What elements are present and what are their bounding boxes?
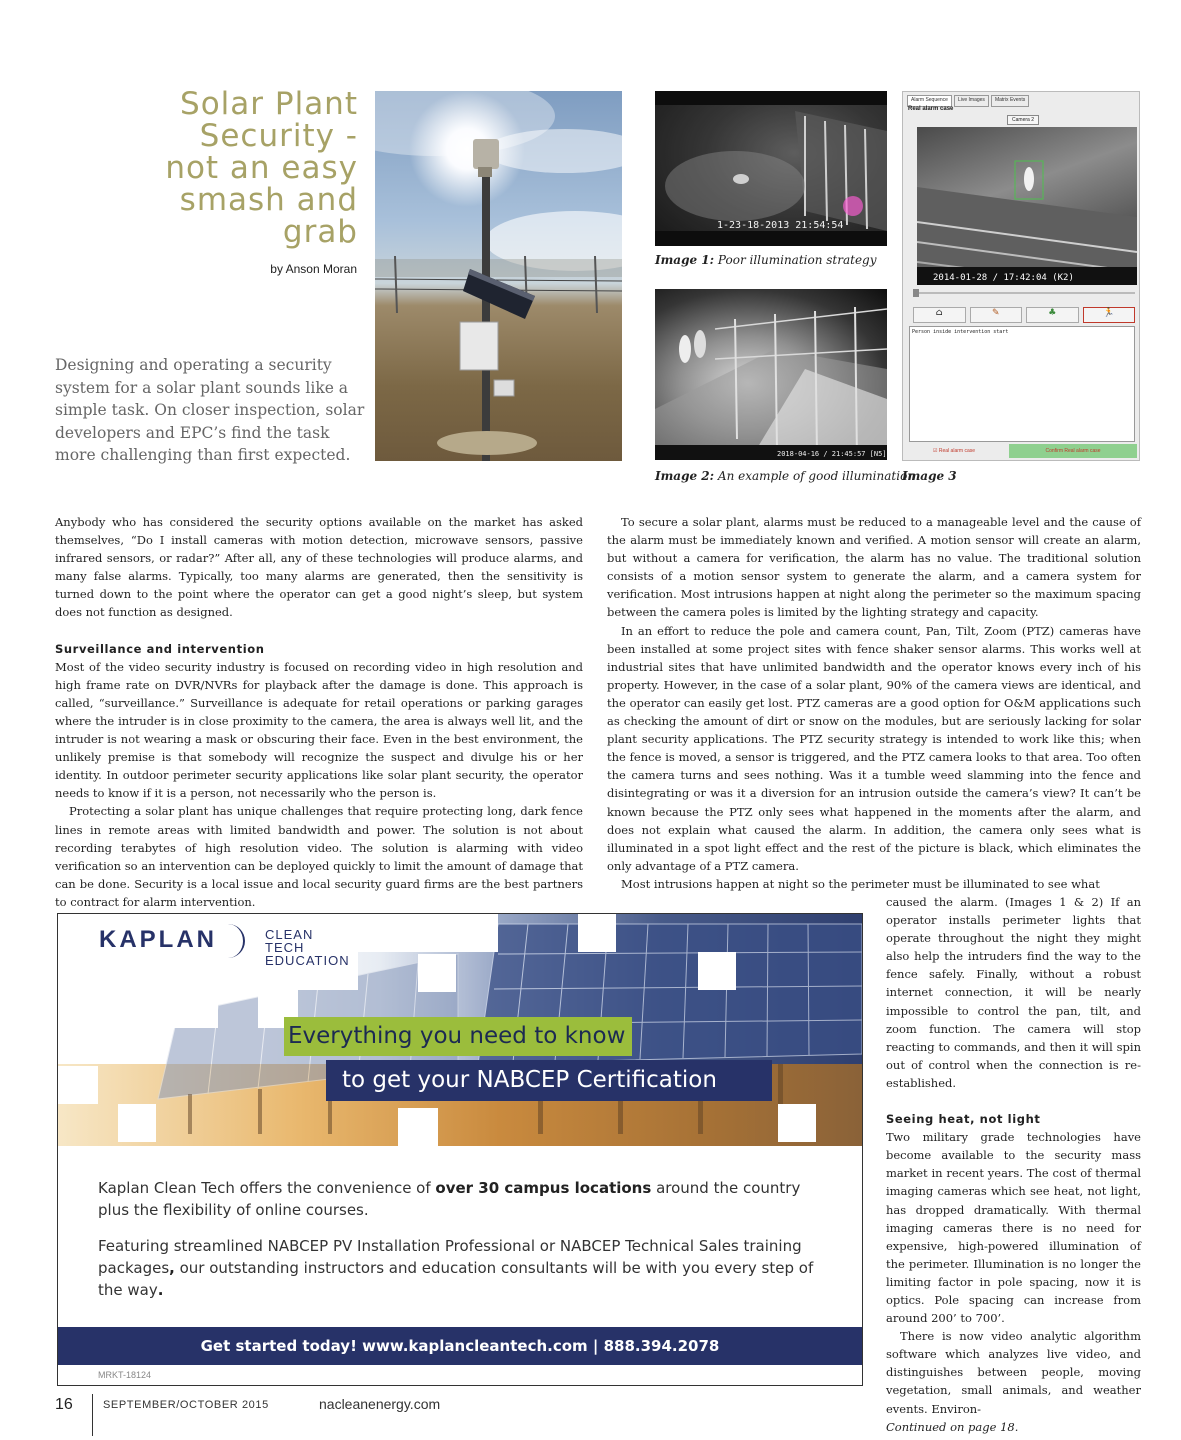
page-number: 16 [55,1396,73,1413]
image3-camera-button: Camera 2 [1007,115,1039,125]
kaplan-wordmark: KAPLAN [99,926,217,953]
image3-text-box: Person inside intervention start [909,326,1135,442]
image3-confirm-button: Confirm Real alarm case [1009,444,1137,458]
ad-text-run: our outstanding instructors and education consultants will be with you every step of the way [98,1259,814,1299]
thermal-scene [917,127,1137,285]
image3-heading: Real alarm case [908,106,954,112]
body-paragraph: Two military grade technologies have become available to the security mass market in recent years. The cost of thermal imaging cameras which see heat, not light, has dropped dramatically. With thermal imaging cameras there is no need for expensive, high-powered illumination of the perimeter. Illumination is no longer the limiting factor in pole spacing, now it is optics. Pole spacing can increase from around 200’ to 700’. [886,1130,1141,1326]
ad-text-run: Kaplan Clean Tech offers the convenience of [98,1179,436,1197]
image3-checkbox: ☑ Real alarm case [933,448,976,454]
image3-timestamp: 2014-01-28 / 17:42:04 (K2) [933,273,1074,283]
kaplan-subtitle-line: CLEAN TECH [265,927,314,955]
image2-timestamp: 2018-04-16 / 21:45:57 [N5] [777,450,887,458]
image3-slider-thumb [913,289,919,297]
paragraph-spacer [55,622,583,640]
body-paragraph: Most of the video security industry is focused on recording video in high resolution and high frame rate on DVR/NVRs for playback after the damage is done. This approach is called, “surveillance.” Surveillance is adequate for retail operations or parking garages where the intruder is in close proximity to the camera, the area is always well lit, and the intruder is not wearing a mask or obscuring their face. Even in the best environment, the unlikely premise is that somebody will recognize the suspect and divulge his or her identity. In outdoor perimeter security applications like solar plant security, the operator needs to know if it is a person, not necessarily who the person is. [55,659,583,801]
ad-call-to-action[interactable]: Get started today! www.kaplancleantech.com | 888.394.2078 [58,1327,862,1365]
ad-text-emphasis: . [157,1281,164,1299]
kaplan-advertisement [57,913,863,1386]
title-line: grab [282,214,358,250]
ad-text-emphasis: over 30 campus locations [435,1179,652,1197]
banner-tile [118,1104,156,1142]
tree-icon: ♣ [1026,307,1079,323]
body-paragraph: In an effort to reduce the pole and camera count, Pan, Tilt, Zoom (PTZ) cameras have been installed at some project sites with fence shaker sensor alarms. This works well at industrial sites that have unlimited bandwidth and the operator knows every inch of his property. However, in the case of a solar plant, 90% of the camera views are identical, and the operator can easily get lost. PTZ cameras are a good option for O&M applications such as checking the amount of dirt or snow on the modules, but are seriously lacking for solar plant security applications. The PTZ security strategy is intended to work like this; when the fence is moved, a sensor is triggered, and the PTZ camera looks to that area. Too often the camera turns and sees nothing. Was it a tumble weed slamming into the fence and disintegrating or was it a diversion for an intrusion outside the camera’s view? It can’t be known because the PTZ only sees what happened in the moments after the alarm, and does not explain what caused the alarm. In addition, the camera only sees what is illuminated in a spot light effect and the rest of the picture is black, which eliminates the only advantage of a PTZ camera. [607,623,1141,873]
image2-caption-text: An example of good illumination [717,469,916,483]
banner-tile [398,1108,438,1146]
title-line: smash and [179,182,358,218]
body-column-1 [55,513,583,911]
image2-photo [655,289,887,460]
body-paragraph: Protecting a solar plant has unique challenges that require protecting long, dark fence lines in remote areas with limited bandwidth and power. The solution is not about recording terabytes of high resolution video. The solution is alarming with video verification so an intervention can be deployed quickly to limit the amount of damage that can be done. Security is a local issue and local security guard firms are the best partners to contract for alarm intervention. [55,804,583,909]
camera-pole-photo [375,91,622,461]
body-column-2 [607,513,1141,893]
image1-caption-text: Poor illumination strategy [717,253,877,267]
night-fence-illustration [655,91,887,246]
image3-screenshot [902,91,1140,461]
title-line: Solar Plant [180,86,358,122]
image2-caption [655,469,915,483]
banner-tile [698,952,736,990]
kaplan-subtitle [265,928,350,967]
ad-text-run: Featuring streamlined NABCEP PV Installation Professional or NABCEP Technical Sales training packages [98,1237,802,1277]
image1-photo [655,91,887,246]
title-line: not an easy [165,150,358,186]
ad-headline-2: to get your NABCEP Certification [326,1060,772,1101]
image3-icon-toolbar [913,307,1135,323]
continued-note: Continued on page 18. [886,1419,1019,1434]
site-url[interactable]: nacleanenergy.com [319,1396,441,1412]
body-paragraph: caused the alarm. (Images 1 & 2) If an operator installs perimeter lights that operate throughout the night they might also help the intruders find the way to the fence safely. Finally, without a robust internet connection, it will be nearly impossible to control the pan, tilt, and zoom function. The camera will stop reacting to commands, and then it will spin out of control when the connection is re-established. [886,895,1141,1090]
ad-text-emphasis: , [169,1259,175,1277]
body-paragraph: Anybody who has considered the security options available on the market has asked themselves, “Do I install cameras with motion detection, microwave sensors, passive infrared sensors, or radar?” After all, any of these technologies will produce alarms, and many false alarms. Typically, too many alarms are generated, then the sensitivity is turned down to the point where the operator can get a good night’s sleep, but system does not function as designed. [55,515,583,620]
house-icon: ⌂ [913,307,966,323]
image3-tab: Live Images [954,95,989,107]
image1-caption [655,253,877,267]
article-deck: Designing and operating a security system for a solar plant sounds like a simple task. On closer inspection, solar developers and EPC’s find the task more challenging than first expected. [55,356,365,464]
person-running-icon: 🏃 [1083,307,1136,323]
ad-paragraph-2 [98,1235,818,1301]
issue-date: SEPTEMBER/OCTOBER 2015 [103,1399,269,1411]
body-paragraph: Most intrusions happen at night so the perimeter must be illuminated to see what [621,876,1100,891]
image3-checkbox-label: Real alarm case [938,448,976,454]
byline: by Anson Moran [270,262,357,276]
banner-tile [578,914,616,952]
image1-label: Image 1: [655,253,715,267]
section-heading: Surveillance and intervention [55,641,265,656]
ad-code: MRKT-18124 [98,1370,152,1380]
image3-thermal-view [917,127,1137,285]
body-column-3 [886,893,1141,1436]
paragraph-spacer [886,1092,1141,1110]
image3-label: Image 3 [902,469,957,483]
ad-banner [58,914,862,1146]
image2-label: Image 2: [655,469,715,483]
title-line: Security - [199,118,358,154]
banner-tile [418,954,456,992]
ad-paragraph-1 [98,1177,818,1221]
lit-fence-illustration [655,289,887,460]
wrench-icon: ✎ [970,307,1023,323]
banner-tile [58,1066,98,1104]
section-heading: Seeing heat, not light [886,1112,1041,1127]
banner-tile [778,1104,816,1142]
article-title [60,88,358,248]
ad-headline-1: Everything you need to know [284,1017,632,1056]
kaplan-logo [99,926,350,968]
image3-caption [902,469,957,483]
ad-text-run: around the country plus the flexibility of online courses. [98,1179,801,1219]
kaplan-subtitle-line: EDUCATION [265,953,350,968]
body-paragraph: There is now video analytic algorithm software which analyzes live video, and distinguishes between people, moving vegetation, small animals, and weather events. Environ- [886,1329,1141,1416]
image3-tab: Alarm Sequence [907,95,952,107]
image3-slider-track [913,292,1135,294]
footer-divider [92,1394,93,1436]
body-paragraph: To secure a solar plant, alarms must be reduced to a manageable level and the cause of the alarm must be immediately known and verified. A motion sensor will create an alarm, but without a camera for verification, the alarm has no value. The traditional solution consists of a motion sensor system to generate the alarm, and a camera system for verification. Most intrusions happen at night along the perimeter so the maximum spacing between the camera poles is limited by the lighting strategy and capacity. [607,515,1141,620]
image1-timestamp: 1-23-18-2013 21:54:54 [717,220,844,231]
image3-tab: Matrix Events [991,95,1029,107]
camera-pole-illustration [375,91,622,461]
banner-tile [58,990,218,1028]
